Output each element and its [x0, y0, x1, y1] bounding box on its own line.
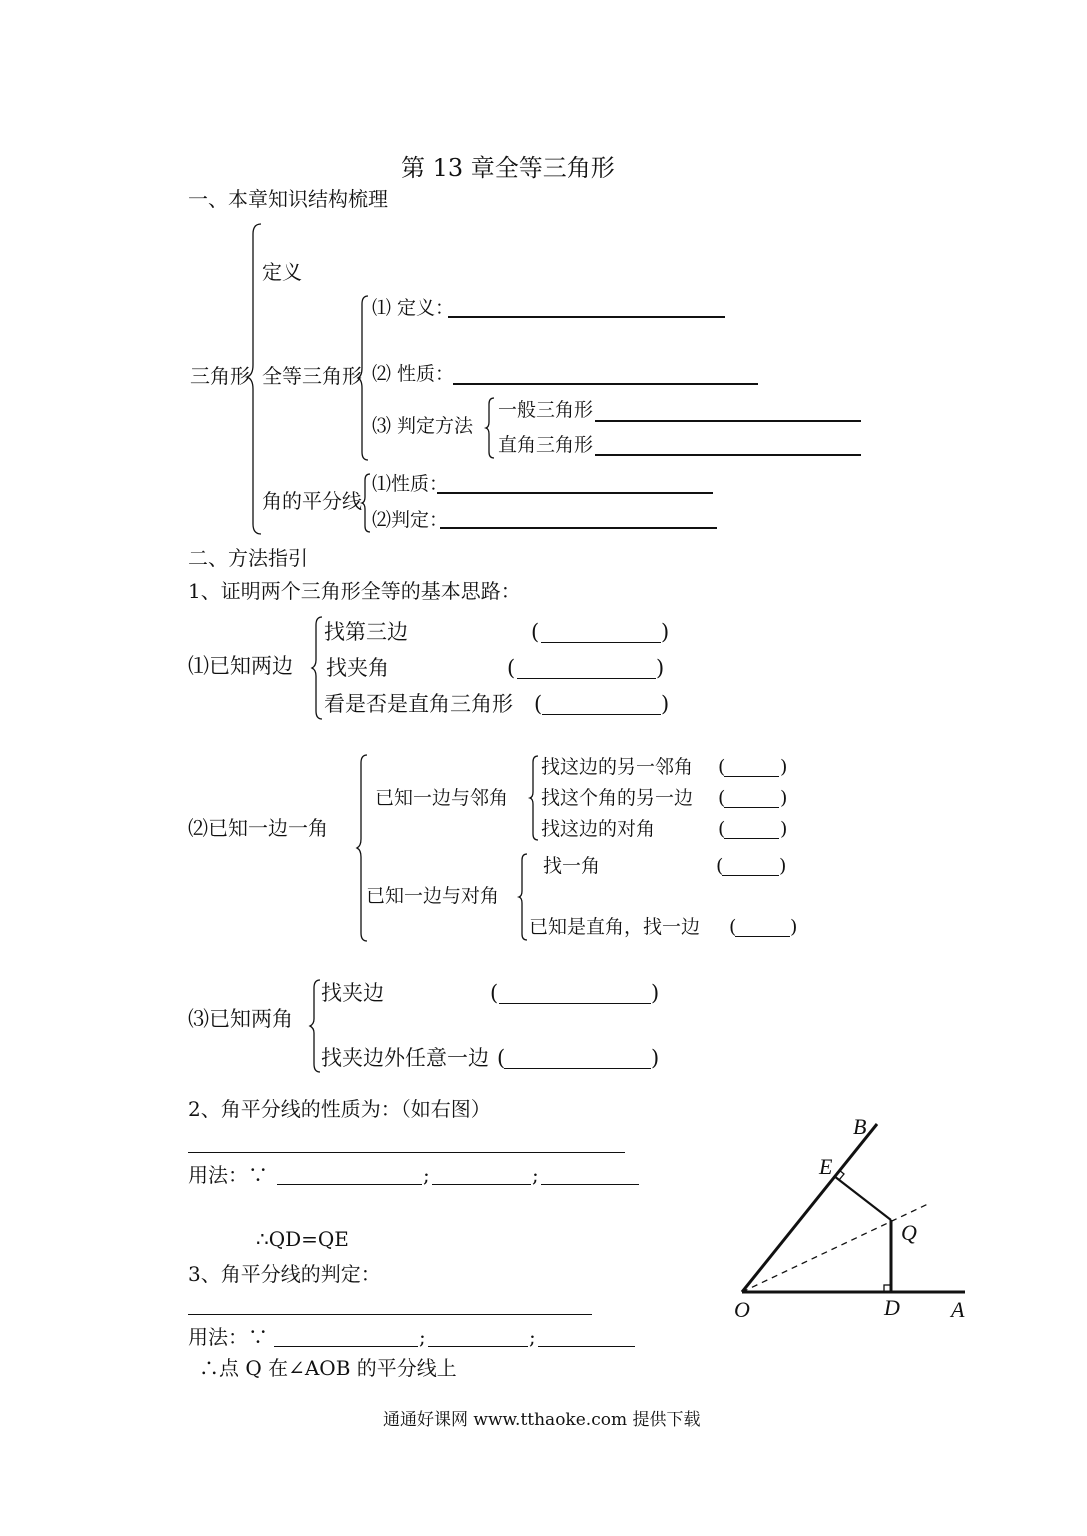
paren-close: ) [780, 818, 788, 840]
general-triangle-blank[interactable] [595, 420, 861, 422]
case2-s1b-blank[interactable] [724, 807, 779, 808]
case3-label: ⑶已知两角 [188, 1007, 293, 1031]
case3-a: 找夹边 [321, 981, 384, 1005]
item2-heading: 2、角平分线的性质为：（如右图） [188, 1097, 491, 1121]
item2-usage-blank-3[interactable] [541, 1184, 639, 1185]
case3-a-blank[interactable] [499, 1003, 651, 1004]
item3-usage-blank-2[interactable] [428, 1346, 528, 1347]
item2-conclusion: ∴QD=QE [256, 1227, 349, 1251]
case2-s1c: 找这边的对角 [541, 818, 656, 840]
paren-open: ( [718, 756, 726, 778]
semicolon: ; [529, 1325, 536, 1349]
case2-sub2-brace [517, 852, 529, 942]
case1-brace [310, 615, 324, 721]
general-triangle-label: 一般三角形 [498, 399, 594, 421]
page-title: 第 13 章全等三角形 [401, 154, 615, 182]
item2-usage-label: 用法：∵ [188, 1163, 268, 1187]
paren-close: ) [651, 1046, 660, 1070]
paren-close: ) [780, 756, 788, 778]
right-triangle-label: 直角三角形 [498, 434, 594, 456]
congruent-method-label: ⑶ 判定方法 [372, 415, 474, 437]
case1-a-blank[interactable] [541, 642, 661, 643]
point-q-label: Q [901, 1220, 917, 1245]
case3-b-blank[interactable] [504, 1068, 651, 1069]
paren-open: ( [490, 981, 499, 1005]
case2-s2b: 已知是直角，找一边 [529, 916, 701, 938]
case1-b: 找夹角 [326, 656, 389, 680]
bisector-property-label: ⑴性质： [372, 473, 449, 495]
congruent-brace [356, 294, 370, 462]
point-d-label: D [884, 1295, 900, 1320]
point-a-label: A [951, 1297, 965, 1322]
item3-usage-label: 用法：∵ [188, 1325, 268, 1349]
item2-blank-line[interactable] [188, 1152, 625, 1153]
footer-text: 通通好课网 www.tthaoke.com 提供下载 [383, 1410, 701, 1430]
item1-heading: 1、证明两个三角形全等的基本思路： [188, 579, 521, 603]
paren-open: ( [534, 692, 543, 716]
case2-sub1-label: 已知一边与邻角 [375, 787, 509, 809]
bisector-judgement-blank[interactable] [440, 527, 717, 529]
item2-usage-blank-1[interactable] [277, 1184, 422, 1185]
bisector-property-blank[interactable] [437, 492, 713, 494]
paren-close: ) [651, 981, 660, 1005]
section-heading: 一、本章知识结构梳理 [188, 187, 388, 211]
point-o-label: O [734, 1297, 750, 1322]
case2-s1b: 找这个角的另一边 [541, 787, 694, 809]
paren-open: ( [716, 855, 724, 877]
case2-brace [355, 753, 369, 943]
point-e-label: E [819, 1154, 833, 1179]
bisector-brace [360, 472, 372, 534]
paren-close: ) [656, 656, 665, 680]
item2-usage-blank-2[interactable] [432, 1184, 531, 1185]
paren-open: ( [729, 916, 737, 938]
bisector-label: 角的平分线 [262, 489, 362, 513]
congruent-property-blank[interactable] [453, 383, 758, 385]
case2-s2b-blank[interactable] [735, 936, 790, 937]
case1-label: ⑴已知两边 [188, 654, 293, 678]
paren-open: ( [531, 620, 540, 644]
case2-s1c-blank[interactable] [724, 838, 779, 839]
semicolon: ; [419, 1325, 426, 1349]
congruent-def-blank[interactable] [448, 316, 725, 318]
root-label: 三角形 [190, 364, 250, 388]
right-triangle-blank[interactable] [595, 454, 861, 456]
segment-qe [834, 1176, 891, 1220]
paren-close: ) [661, 692, 670, 716]
point-b-label: B [853, 1114, 867, 1139]
method-brace [484, 396, 496, 460]
definition-label: 定义 [262, 260, 302, 284]
item3-conclusion: ∴点 Q 在∠AOB 的平分线上 [199, 1356, 457, 1380]
paren-close: ) [790, 916, 798, 938]
semicolon: ; [423, 1163, 430, 1187]
paren-open: ( [718, 818, 726, 840]
section-heading-2: 二、方法指引 [188, 546, 308, 570]
case1-c-blank[interactable] [542, 714, 661, 715]
case1-b-blank[interactable] [517, 678, 656, 679]
angle-bisector-figure [715, 1108, 975, 1328]
congruent-def-label: ⑴ 定义： [372, 297, 455, 319]
congruent-label: 全等三角形 [262, 364, 362, 388]
item3-blank-line[interactable] [188, 1314, 592, 1315]
congruent-property-label: ⑵ 性质： [372, 363, 455, 385]
case2-s2a: 找一角 [543, 855, 601, 877]
item3-usage-blank-1[interactable] [274, 1346, 418, 1347]
case2-s2a-blank[interactable] [722, 875, 779, 876]
case1-a: 找第三边 [324, 620, 408, 644]
case1-c: 看是否是直角三角形 [324, 692, 513, 716]
paren-open: ( [718, 787, 726, 809]
paren-close: ) [661, 620, 670, 644]
case3-brace [308, 978, 322, 1074]
case3-b: 找夹边外任意一边 [321, 1046, 489, 1070]
ray-ob [742, 1124, 877, 1292]
case2-sub1-brace [528, 754, 540, 842]
item3-usage-blank-3[interactable] [538, 1346, 635, 1347]
bisector-judgement-label: ⑵判定： [372, 509, 449, 531]
semicolon: ; [532, 1163, 539, 1187]
paren-open: ( [507, 656, 516, 680]
case2-s1a: 找这边的另一邻角 [541, 756, 694, 778]
bisector-dashed [742, 1203, 930, 1292]
case2-label: ⑵已知一边一角 [188, 816, 328, 840]
case2-s1a-blank[interactable] [724, 776, 779, 777]
case2-sub2-label: 已知一边与对角 [366, 885, 500, 907]
paren-open: ( [497, 1046, 506, 1070]
paren-close: ) [780, 787, 788, 809]
item3-heading: 3、角平分线的判定： [188, 1262, 381, 1286]
paren-close: ) [779, 855, 787, 877]
